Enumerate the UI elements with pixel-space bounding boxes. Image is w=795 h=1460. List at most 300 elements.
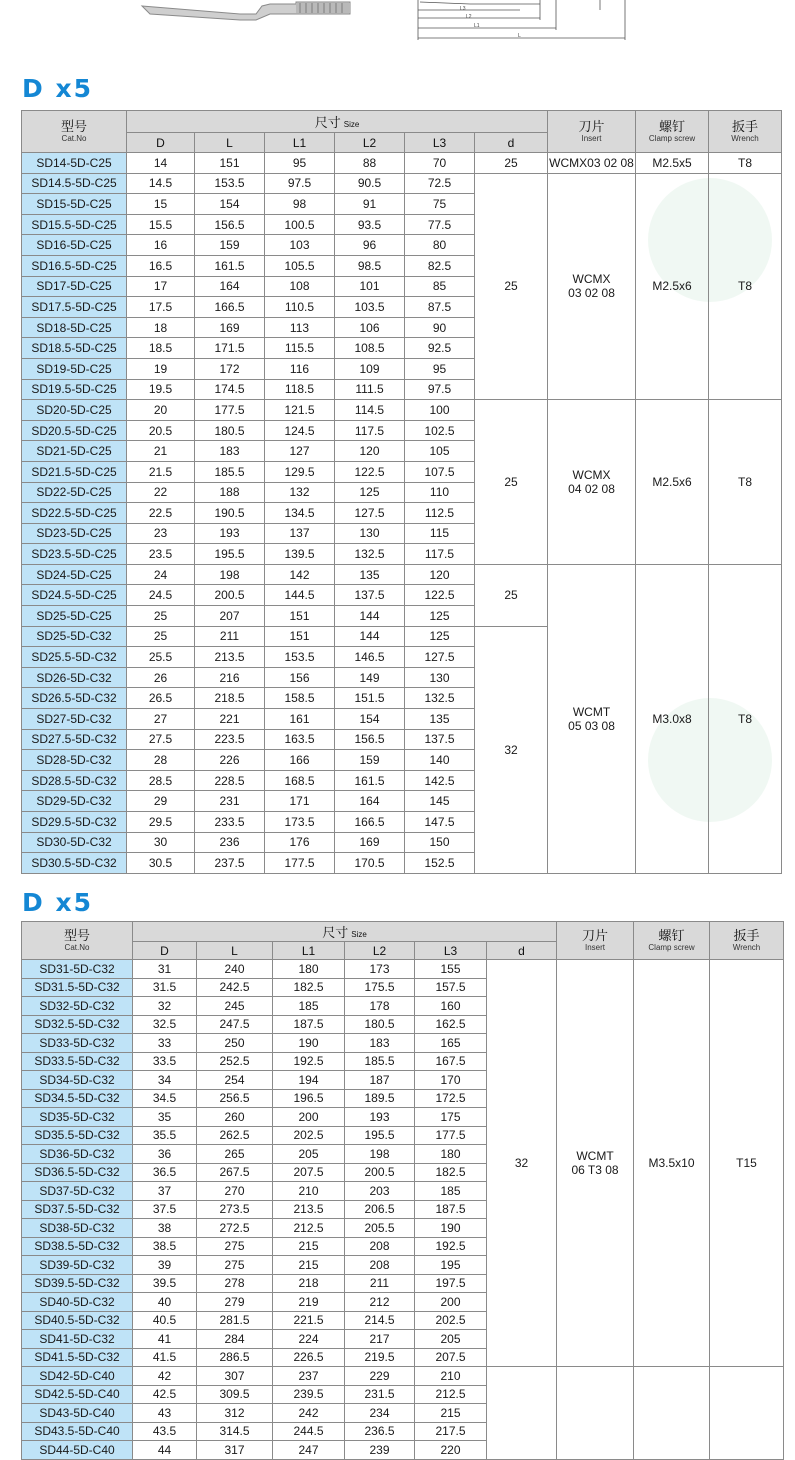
header-d-diameter: D: [127, 133, 195, 153]
l3-value: 82.5: [405, 255, 475, 276]
l2-value: 125: [335, 482, 405, 503]
l2-value: 108.5: [335, 338, 405, 359]
l3-value: 172.5: [415, 1089, 487, 1108]
l2-value: 173: [345, 960, 415, 979]
l3-value: 147.5: [405, 812, 475, 833]
l-value: 250: [197, 1034, 273, 1053]
l3-value: 170: [415, 1071, 487, 1090]
cat-no-cell: SD35.5-5D-C32: [22, 1126, 133, 1145]
d-value: 28: [127, 750, 195, 771]
header-shank-d: d: [487, 942, 557, 960]
l2-value: 212: [345, 1293, 415, 1312]
l3-value: 87.5: [405, 297, 475, 318]
l-value: 278: [197, 1274, 273, 1293]
d-value: 23.5: [127, 544, 195, 565]
shank-d-cell: [487, 960, 557, 1367]
l1-value: 97.5: [265, 173, 335, 194]
l-value: 172: [195, 358, 265, 379]
cat-no-cell: SD43-5D-C40: [22, 1404, 133, 1423]
l1-value: 213.5: [273, 1200, 345, 1219]
l2-value: 151.5: [335, 688, 405, 709]
l3-value: 122.5: [405, 585, 475, 606]
l2-value: 111.5: [335, 379, 405, 400]
d-value: 37: [133, 1182, 197, 1201]
l-value: 156.5: [195, 214, 265, 235]
insert-cell-line: 04 02 08: [568, 482, 615, 496]
insert-cell-line: WCMT: [576, 1149, 614, 1163]
d-value: 15.5: [127, 214, 195, 235]
cat-no-cell: SD14.5-5D-C25: [22, 173, 127, 194]
l2-value: 211: [345, 1274, 415, 1293]
cat-no-cell: SD25.5-5D-C32: [22, 647, 127, 668]
d-value: 18: [127, 317, 195, 338]
insert-cell-line: WCMX: [572, 272, 611, 287]
l2-value: 114.5: [335, 400, 405, 421]
l1-value: 194: [273, 1071, 345, 1090]
drill-photo: [142, 2, 350, 20]
header-l: L: [195, 133, 265, 153]
header-size: 尺寸 Size: [133, 922, 557, 942]
l1-value: 215: [273, 1237, 345, 1256]
l3-value: 155: [415, 960, 487, 979]
l-value: 185.5: [195, 461, 265, 482]
l-value: 164: [195, 276, 265, 297]
cat-no-cell: SD41.5-5D-C32: [22, 1348, 133, 1367]
header-insert: 刀片 Insert: [548, 111, 636, 153]
l-value: 216: [195, 667, 265, 688]
l2-value: 205.5: [345, 1219, 415, 1238]
cat-no-cell: SD25-5D-C25: [22, 606, 127, 627]
l-value: 213.5: [195, 647, 265, 668]
header-insert: 刀片 Insert: [557, 922, 634, 960]
header-l1: L1: [273, 942, 345, 960]
l2-value: 193: [345, 1108, 415, 1127]
l2-value: 175.5: [345, 978, 415, 997]
l3-value: 97.5: [405, 379, 475, 400]
l2-value: 195.5: [345, 1126, 415, 1145]
cat-no-cell: SD19.5-5D-C25: [22, 379, 127, 400]
cat-no-cell: SD38.5-5D-C32: [22, 1237, 133, 1256]
shank-d-cell: [475, 173, 548, 400]
wrench-cell-line: T15: [736, 1156, 757, 1170]
l1-value: 156: [265, 667, 335, 688]
l3-value: 152.5: [405, 853, 475, 874]
l1-value: 177.5: [265, 853, 335, 874]
table-row: [22, 960, 784, 979]
cat-no-cell: SD18-5D-C25: [22, 317, 127, 338]
clamp-screw-cell: [634, 960, 710, 1367]
l1-value: 168.5: [265, 770, 335, 791]
l2-value: 185.5: [345, 1052, 415, 1071]
d-value: 33: [133, 1034, 197, 1053]
cat-no-cell: SD32-5D-C32: [22, 997, 133, 1016]
d-value: 41.5: [133, 1348, 197, 1367]
d-value: 22.5: [127, 503, 195, 524]
l-value: 272.5: [197, 1219, 273, 1238]
insert-cell: [557, 960, 634, 1367]
clamp-screw-cell-line: M2.5x5: [652, 155, 692, 170]
l1-value: 142: [265, 564, 335, 585]
l3-value: 135: [405, 709, 475, 730]
header-l2: L2: [335, 133, 405, 153]
l-value: 177.5: [195, 400, 265, 421]
l3-value: 150: [405, 832, 475, 853]
l1-value: 226.5: [273, 1348, 345, 1367]
header-cat-no: 型号 Cat.No: [22, 111, 127, 153]
d-value: 16: [127, 235, 195, 256]
l2-value: 144: [335, 606, 405, 627]
l1-value: 196.5: [273, 1089, 345, 1108]
cat-no-cell: SD28.5-5D-C32: [22, 770, 127, 791]
l-value: 286.5: [197, 1348, 273, 1367]
l2-value: 170.5: [335, 853, 405, 874]
d-value: 38: [133, 1219, 197, 1238]
l-value: 180.5: [195, 420, 265, 441]
l3-value: 185: [415, 1182, 487, 1201]
l1-value: 127: [265, 441, 335, 462]
l-value: 228.5: [195, 770, 265, 791]
wrench-cell-line: T8: [738, 475, 753, 489]
l3-value: 95: [405, 358, 475, 379]
l3-value: 132.5: [405, 688, 475, 709]
cat-no-cell: SD44-5D-C40: [22, 1441, 133, 1460]
l2-value: 229: [345, 1367, 415, 1386]
l2-value: 117.5: [335, 420, 405, 441]
d-value: 31: [133, 960, 197, 979]
l-value: 221: [195, 709, 265, 730]
d-value: 27.5: [127, 729, 195, 750]
l3-value: 167.5: [415, 1052, 487, 1071]
wrench-cell: [710, 1367, 784, 1460]
header-d-diameter: D: [133, 942, 197, 960]
cat-no-cell: SD18.5-5D-C25: [22, 338, 127, 359]
header-l: L: [197, 942, 273, 960]
l2-value: 239: [345, 1441, 415, 1460]
clamp-screw-cell: [636, 173, 709, 400]
d-value: 24: [127, 564, 195, 585]
wrench-cell: [709, 173, 782, 400]
l3-value: 110: [405, 482, 475, 503]
l-value: 161.5: [195, 255, 265, 276]
l-value: 154: [195, 194, 265, 215]
l1-value: 144.5: [265, 585, 335, 606]
l2-value: 93.5: [335, 214, 405, 235]
l-value: 242.5: [197, 978, 273, 997]
d-value: 28.5: [127, 770, 195, 791]
d-value: 32: [133, 997, 197, 1016]
l3-value: 217.5: [415, 1422, 487, 1441]
cat-no-cell: SD41-5D-C32: [22, 1330, 133, 1349]
l-value: 309.5: [197, 1385, 273, 1404]
d-value: 19.5: [127, 379, 195, 400]
l-value: 236: [195, 832, 265, 853]
l-value: 265: [197, 1145, 273, 1164]
cat-no-cell: SD36.5-5D-C32: [22, 1163, 133, 1182]
cat-no-cell: SD15.5-5D-C25: [22, 214, 127, 235]
tool-drawing: [0, 0, 795, 50]
l3-value: 165: [415, 1034, 487, 1053]
dim-label-l1: L1: [474, 23, 480, 29]
l1-value: 132: [265, 482, 335, 503]
l2-value: 127.5: [335, 503, 405, 524]
cat-no-cell: SD42-5D-C40: [22, 1367, 133, 1386]
header-l2: L2: [345, 942, 415, 960]
l3-value: 210: [415, 1367, 487, 1386]
l1-value: 215: [273, 1256, 345, 1275]
insert-cell: [548, 153, 636, 174]
l2-value: 146.5: [335, 647, 405, 668]
clamp-screw-cell-line: M2.5x6: [652, 279, 692, 294]
l-value: 256.5: [197, 1089, 273, 1108]
cat-no-cell: SD30-5D-C32: [22, 832, 127, 853]
cat-no-cell: SD39.5-5D-C32: [22, 1274, 133, 1293]
l2-value: 161.5: [335, 770, 405, 791]
d-value: 43: [133, 1404, 197, 1423]
l3-value: 125: [405, 606, 475, 627]
l2-value: 206.5: [345, 1200, 415, 1219]
shank-d-cell-line: 25: [504, 588, 518, 603]
l3-value: 75: [405, 194, 475, 215]
l1-value: 205: [273, 1145, 345, 1164]
l2-value: 208: [345, 1256, 415, 1275]
l2-value: 144: [335, 626, 405, 647]
l2-value: 214.5: [345, 1311, 415, 1330]
shank-d-cell-line: 25: [504, 475, 518, 489]
insert-cell: [548, 400, 636, 565]
l3-value: 100: [405, 400, 475, 421]
l2-value: 98.5: [335, 255, 405, 276]
l1-value: 129.5: [265, 461, 335, 482]
insert-cell-line: WCMX: [572, 468, 611, 482]
d-value: 23: [127, 523, 195, 544]
l-value: 279: [197, 1293, 273, 1312]
cat-no-cell: SD33-5D-C32: [22, 1034, 133, 1053]
d-value: 18.5: [127, 338, 195, 359]
d-value: 19: [127, 358, 195, 379]
l3-value: 70: [405, 153, 475, 174]
l-value: 314.5: [197, 1422, 273, 1441]
table-row: [22, 1367, 784, 1386]
l3-value: 200: [415, 1293, 487, 1312]
l2-value: 120: [335, 441, 405, 462]
cat-no-cell: SD39-5D-C32: [22, 1256, 133, 1275]
l3-value: 92.5: [405, 338, 475, 359]
l-value: 307: [197, 1367, 273, 1386]
d-value: 32.5: [133, 1015, 197, 1034]
l1-value: 187.5: [273, 1015, 345, 1034]
l3-value: 207.5: [415, 1348, 487, 1367]
header-wrench: 扳手 Wrench: [710, 922, 784, 960]
l-value: 200.5: [195, 585, 265, 606]
d-value: 39: [133, 1256, 197, 1275]
l-value: 183: [195, 441, 265, 462]
table-row: [22, 173, 782, 194]
l1-value: 151: [265, 606, 335, 627]
dim-label-l3: L3: [460, 6, 466, 12]
l2-value: 91: [335, 194, 405, 215]
l3-value: 160: [415, 997, 487, 1016]
l1-value: 163.5: [265, 729, 335, 750]
l1-value: 103: [265, 235, 335, 256]
d-value: 36: [133, 1145, 197, 1164]
l2-value: 130: [335, 523, 405, 544]
cat-no-cell: SD25-5D-C32: [22, 626, 127, 647]
d-value: 38.5: [133, 1237, 197, 1256]
header-clamp-screw: 螺钉 Clamp screw: [634, 922, 710, 960]
cat-no-cell: SD29.5-5D-C32: [22, 812, 127, 833]
l-value: 159: [195, 235, 265, 256]
l1-value: 137: [265, 523, 335, 544]
l-value: 218.5: [195, 688, 265, 709]
clamp-screw-cell: [636, 153, 709, 174]
l-value: 193: [195, 523, 265, 544]
l-value: 267.5: [197, 1163, 273, 1182]
l1-value: 116: [265, 358, 335, 379]
l1-value: 210: [273, 1182, 345, 1201]
d-value: 42.5: [133, 1385, 197, 1404]
l-value: 195.5: [195, 544, 265, 565]
l3-value: 102.5: [405, 420, 475, 441]
l-value: 317: [197, 1441, 273, 1460]
l3-value: 212.5: [415, 1385, 487, 1404]
l1-value: 161: [265, 709, 335, 730]
l1-value: 239.5: [273, 1385, 345, 1404]
cat-no-cell: SD17-5D-C25: [22, 276, 127, 297]
cat-no-cell: SD16.5-5D-C25: [22, 255, 127, 276]
l2-value: 166.5: [335, 812, 405, 833]
d-value: 14: [127, 153, 195, 174]
cat-no-cell: SD21.5-5D-C25: [22, 461, 127, 482]
cat-no-cell: SD20.5-5D-C25: [22, 420, 127, 441]
l1-value: 158.5: [265, 688, 335, 709]
l3-value: 72.5: [405, 173, 475, 194]
header-l3: L3: [415, 942, 487, 960]
d-value: 37.5: [133, 1200, 197, 1219]
wrench-cell: [709, 153, 782, 174]
insert-cell: [557, 1367, 634, 1460]
l2-value: 187: [345, 1071, 415, 1090]
l1-value: 176: [265, 832, 335, 853]
l-value: 273.5: [197, 1200, 273, 1219]
l2-value: 219.5: [345, 1348, 415, 1367]
l3-value: 112.5: [405, 503, 475, 524]
table-row: [22, 400, 782, 421]
d-value: 40: [133, 1293, 197, 1312]
shank-d-cell: [475, 153, 548, 174]
l1-value: 139.5: [265, 544, 335, 565]
clamp-screw-cell-line: M3.5x10: [648, 1156, 695, 1170]
wrench-cell: [709, 400, 782, 565]
d-value: 30.5: [127, 853, 195, 874]
insert-cell-line: 05 03 08: [568, 718, 615, 733]
l1-value: 207.5: [273, 1163, 345, 1182]
cat-no-cell: SD22-5D-C25: [22, 482, 127, 503]
l3-value: 85: [405, 276, 475, 297]
l3-value: 197.5: [415, 1274, 487, 1293]
l3-value: 127.5: [405, 647, 475, 668]
l-value: 174.5: [195, 379, 265, 400]
insert-cell-line: WCMT: [572, 704, 611, 719]
d-value: 39.5: [133, 1274, 197, 1293]
l3-value: 182.5: [415, 1163, 487, 1182]
wrench-cell-line: T8: [738, 155, 753, 170]
l1-value: 200: [273, 1108, 345, 1127]
shank-d-cell-line: 32: [514, 1156, 529, 1170]
l2-value: 234: [345, 1404, 415, 1423]
l1-value: 180: [273, 960, 345, 979]
l3-value: 115: [405, 523, 475, 544]
header-wrench: 扳手 Wrench: [709, 111, 782, 153]
wrench-cell: [710, 960, 784, 1367]
l3-value: 107.5: [405, 461, 475, 482]
l3-value: 90: [405, 317, 475, 338]
l-value: 223.5: [195, 729, 265, 750]
l2-value: 169: [335, 832, 405, 853]
d-value: 20.5: [127, 420, 195, 441]
shank-d-cell: [475, 626, 548, 873]
wrench-cell-line: T8: [738, 279, 753, 294]
l2-value: 203: [345, 1182, 415, 1201]
l-value: 151: [195, 153, 265, 174]
cat-no-cell: SD16-5D-C25: [22, 235, 127, 256]
l1-value: 171: [265, 791, 335, 812]
l2-value: 217: [345, 1330, 415, 1349]
l1-value: 124.5: [265, 420, 335, 441]
cat-no-cell: SD28-5D-C32: [22, 750, 127, 771]
l2-value: 208: [345, 1237, 415, 1256]
d-value: 16.5: [127, 255, 195, 276]
d-value: 27: [127, 709, 195, 730]
l2-value: 106: [335, 317, 405, 338]
dimension-drawing: [418, 0, 625, 40]
l-value: 270: [197, 1182, 273, 1201]
l-value: 188: [195, 482, 265, 503]
dim-label-l: L: [518, 33, 521, 39]
cat-no-cell: SD24-5D-C25: [22, 564, 127, 585]
cat-no-cell: SD14-5D-C25: [22, 153, 127, 174]
section-title: D x5: [22, 888, 93, 917]
l-value: 166.5: [195, 297, 265, 318]
l3-value: 140: [405, 750, 475, 771]
l2-value: 178: [345, 997, 415, 1016]
cat-no-cell: SD27.5-5D-C32: [22, 729, 127, 750]
l1-value: 185: [273, 997, 345, 1016]
wrench-cell-line: T8: [738, 711, 753, 726]
l2-value: 135: [335, 564, 405, 585]
insert-cell: [548, 564, 636, 873]
header-l1: L1: [265, 133, 335, 153]
l-value: 275: [197, 1256, 273, 1275]
cat-no-cell: SD38-5D-C32: [22, 1219, 133, 1238]
l1-value: 219: [273, 1293, 345, 1312]
l3-value: 117.5: [405, 544, 475, 565]
spec-table: [21, 110, 782, 874]
cat-no-cell: SD42.5-5D-C40: [22, 1385, 133, 1404]
l1-value: 237: [273, 1367, 345, 1386]
l3-value: 130: [405, 667, 475, 688]
l2-value: 132.5: [335, 544, 405, 565]
l2-value: 189.5: [345, 1089, 415, 1108]
l3-value: 105: [405, 441, 475, 462]
l1-value: 202.5: [273, 1126, 345, 1145]
l3-value: 137.5: [405, 729, 475, 750]
d-value: 22: [127, 482, 195, 503]
cat-no-cell: SD31.5-5D-C32: [22, 978, 133, 997]
cat-no-cell: SD37-5D-C32: [22, 1182, 133, 1201]
cat-no-cell: SD27-5D-C32: [22, 709, 127, 730]
cat-no-cell: SD29-5D-C32: [22, 791, 127, 812]
l2-value: 122.5: [335, 461, 405, 482]
